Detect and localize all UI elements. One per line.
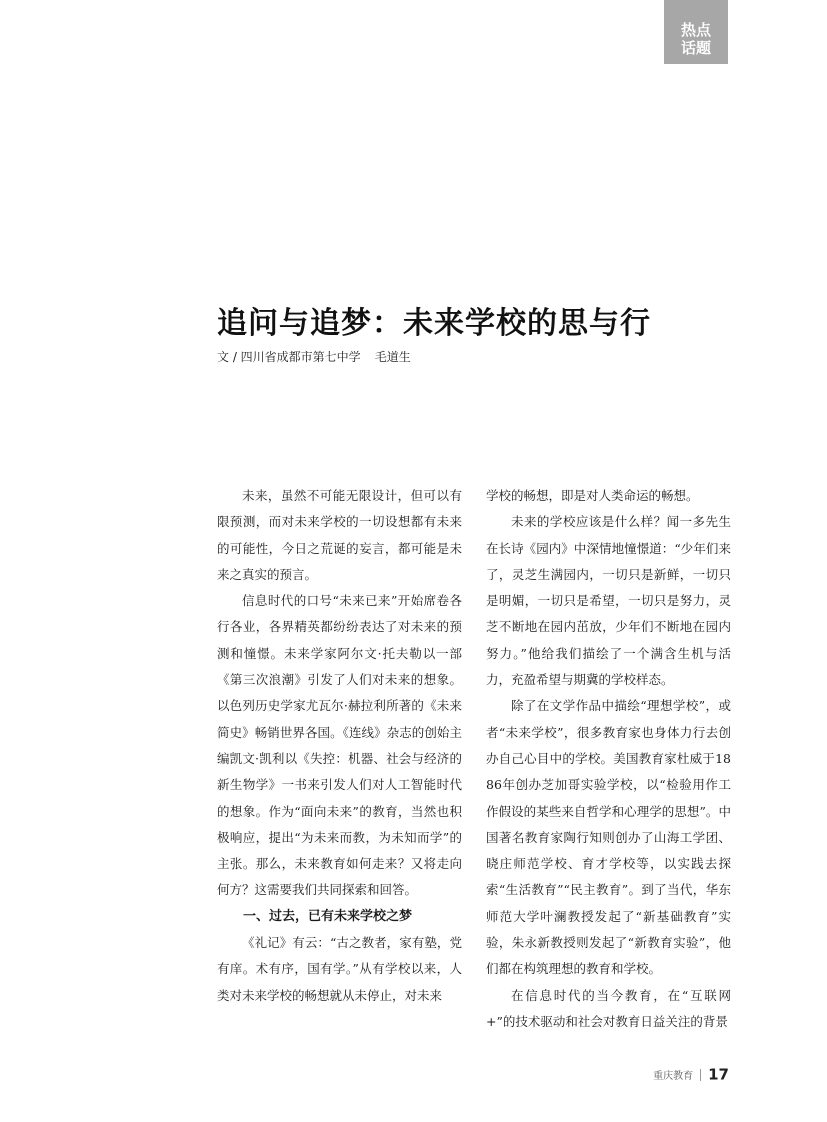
paragraph: 未来，虽然不可能无限设计，但可以有限预测，而对未来学校的一切设想都有未来的可能性，今日之荒诞的妄言，都可能是未来之真实的预言。	[217, 488, 462, 582]
byline	[217, 348, 411, 365]
byline-affiliation: 文 / 四川省成都市第七中学	[217, 350, 361, 364]
right-column	[486, 483, 731, 1035]
paragraph: 未来的学校应该是什么样？闻一多先生在长诗《园内》中深情地憧憬道：“少年们来了，灵芝生满园内，一切只是新鲜，一切只是明媚，一切只是希望，一切只是努力，灵芝不断地在园内茁放，少年们不断地在园内努力。”他给我们描绘了一个满含生机与活力，充盈希望与期冀的学校样态。	[486, 514, 731, 688]
section-heading: 一、过去，已有未来学校之梦	[243, 908, 413, 924]
page-footer	[653, 1064, 729, 1084]
byline-author: 毛道生	[374, 350, 411, 364]
section-tag	[664, 0, 728, 64]
footer-divider	[700, 1069, 701, 1081]
paragraph: 在信息时代的当今教育，在“互联网+”的技术驱动和社会对教育日益关注的背景	[486, 987, 731, 1029]
article-title: 追问与追梦：未来学校的思与行	[217, 306, 651, 341]
section-tag-line1: 热点	[680, 21, 711, 39]
paragraph: 《礼记》有云：“古之教者，家有塾，党有庠。术有序，国有学。”从有学校以来，人类对未来学校的畅想就从未停止，对未来	[217, 935, 462, 1003]
paragraph: 信息时代的口号“未来已来”开始席卷各行各业，各界精英都纷纷表达了对未来的预测和憧憬。未来学家阿尔文·托夫勒以一部《第三次浪潮》引发了人们对未来的想象。以色列历史学家尤瓦尔·赫拉利所著的《未来简史》畅销世界各国。《连线》杂志的创始主编凯文·凯利以《失控：机器、社会与经济的新生物学》一书来引发人们对人工智能时代的想象。作为“面向未来”的教育，当然也积极响应，提出“为未来而教，为未知而学”的主张。那么，未来教育如何走来？又将走向何方？这需要我们共同探索和回答。	[217, 593, 462, 898]
left-column	[217, 483, 462, 1009]
journal-name: 重庆教育	[653, 1071, 694, 1082]
paragraph-continued: 学校的畅想，即是对人类命运的畅想。	[486, 488, 699, 503]
section-tag-line2: 话题	[680, 39, 711, 57]
paragraph: 除了在文学作品中描绘“理想学校”，或者“未来学校”，很多教育家也身体力行去创办自己心目中的学校。美国教育家杜威于1886年创办芝加哥实验学校，以“检验用作工作假设的某些来自哲学和心理学的思想”。中国著名教育家陶行知则创办了山海工学团、晓庄师范学校、育才学校等，以实践去探索“生活教育”“民主教育”。到了当代，华东师范大学叶澜教授发起了“新基础教育”实验，朱永新教授则发起了“新教育实验”，他们都在构筑理想的教育和学校。	[486, 698, 731, 977]
page-number: 17	[708, 1065, 729, 1084]
